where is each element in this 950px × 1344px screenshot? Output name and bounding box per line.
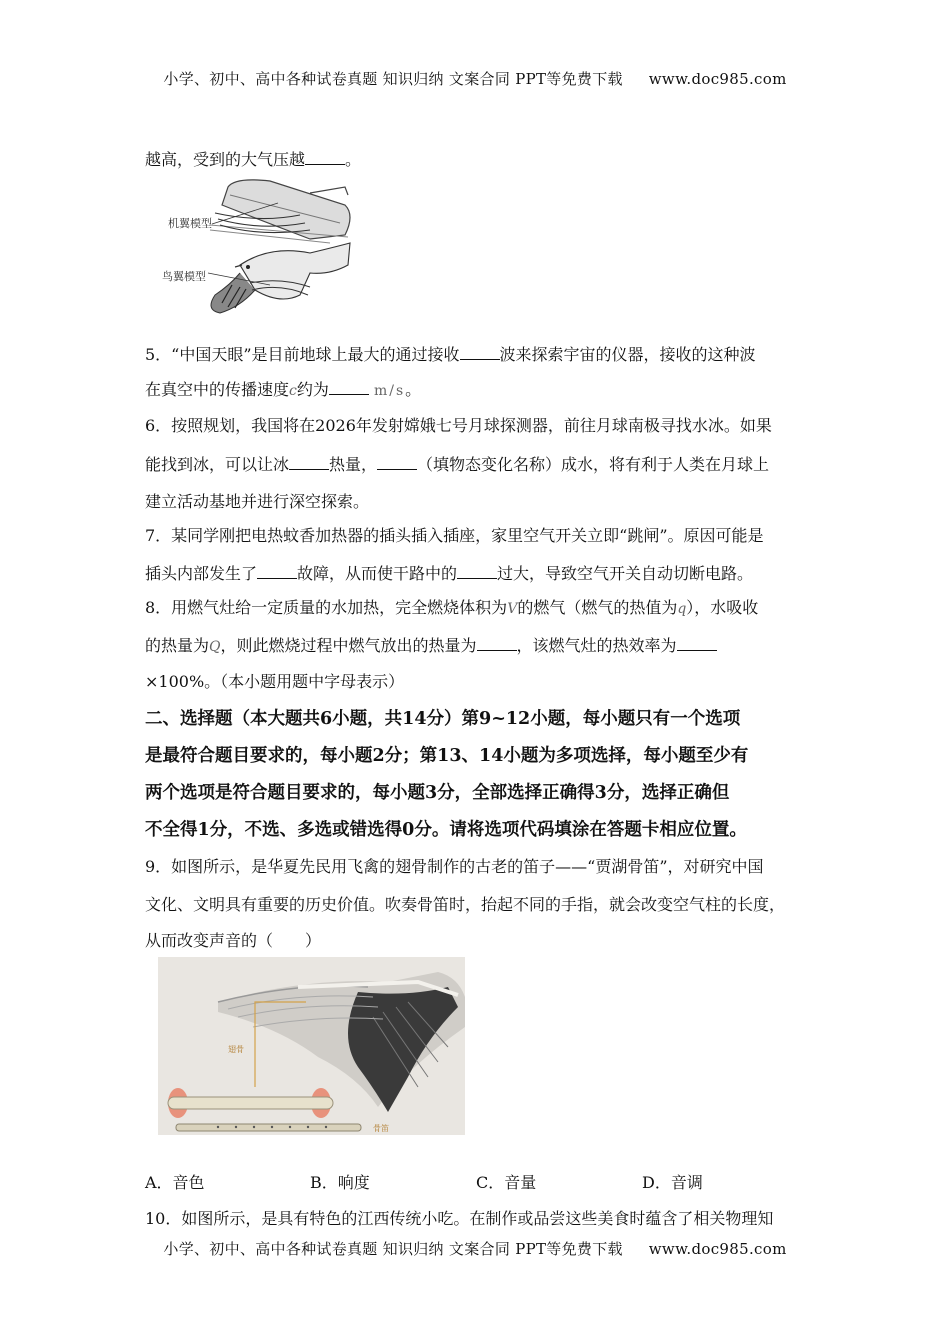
blank xyxy=(257,566,297,579)
header-site[interactable]: www.doc985.com xyxy=(648,70,787,88)
label-plane-wing: 机翼模型 xyxy=(168,217,212,230)
q8-line1: 8．用燃气灶给一定质量的水加热，完全燃烧体积为V的燃气（燃气的热值为q），水吸收 xyxy=(145,598,759,617)
blank xyxy=(677,638,717,651)
section2-line1: 二、选择题（本大题共6小题，共14分）第9~12小题，每小题只有一个选项 xyxy=(145,709,741,729)
wing-model-figure xyxy=(160,175,355,315)
blank xyxy=(377,457,417,470)
label-wing-bone: 翅骨 xyxy=(228,1045,244,1054)
option-a[interactable]: A．音色 xyxy=(145,1173,205,1192)
label-bird-wing: 鸟翼模型 xyxy=(162,270,206,283)
var-V: V xyxy=(507,601,518,617)
q9-line1: 9．如图所示，是华夏先民用飞禽的翅骨制作的古老的笛子——“贾湖骨笛”，对研究中国 xyxy=(145,857,764,876)
q6-line1: 6．按照规划，我国将在2026年发射嫦娥七号月球探测器，前往月球南极寻找水冰。如果 xyxy=(145,416,772,435)
q9-line2: 文化、文明具有重要的历史价值。吹奏骨笛时，抬起不同的手指，就会改变空气柱的长度， xyxy=(145,895,786,914)
q9-line3: 从而改变声音的（ ） xyxy=(145,931,322,950)
blank xyxy=(460,347,500,360)
q8-line3: ×100%。（本小题用题中字母表示） xyxy=(145,672,405,691)
section2-line3: 两个选项是符合题目要求的，每小题3分，全部选择正确得3分，选择正确但 xyxy=(145,783,730,803)
section2-line2: 是最符合题目要求的，每小题2分；第13、14小题为多项选择，每小题至少有 xyxy=(145,746,749,766)
q6-line3: 建立活动基地并进行深空探索。 xyxy=(145,492,370,511)
var-Q: Q xyxy=(209,639,221,655)
footer-text: 小学、初中、高中各种试卷真题 知识归纳 文案合同 PPT等免费下载 xyxy=(163,1240,623,1258)
header-text: 小学、初中、高中各种试卷真题 知识归纳 文案合同 PPT等免费下载 xyxy=(163,70,623,88)
q7-line1: 7．某同学刚把电热蚊香加热器的插头插入插座，家里空气开关立即“跳闸”。原因可能是 xyxy=(145,526,764,545)
blank xyxy=(289,457,329,470)
q6-line2: 能找到冰，可以让冰 热量， （填物态变化名称）成水，将有利于人类在月球上 xyxy=(145,455,770,474)
q5-line1: 5．“中国天眼”是目前地球上最大的通过接收 波来探索宇宙的仪器，接收的这种波 xyxy=(145,345,756,364)
option-b[interactable]: B．响度 xyxy=(310,1173,370,1192)
q5-line2: 在真空中的传播速度c约为 m/s。 xyxy=(145,380,422,399)
unit-ms: m/s xyxy=(373,383,406,399)
page-footer xyxy=(0,1238,950,1259)
q7-line2: 插头内部发生了 故障，从而使干路中的 过大，导致空气开关自动切断电路。 xyxy=(145,564,754,583)
option-d[interactable]: D．音调 xyxy=(642,1173,703,1192)
blank xyxy=(305,152,345,165)
var-c: c xyxy=(289,383,297,399)
label-bone-flute: 骨笛 xyxy=(373,1124,389,1133)
footer-site[interactable]: www.doc985.com xyxy=(648,1240,787,1258)
q8-line2: 的热量为Q，则此燃烧过程中燃气放出的热量为 ，该燃气灶的热效率为 xyxy=(145,633,810,656)
q10-line1: 10．如图所示，是具有特色的江西传统小吃。在制作或品尝这些美食时蕴含了相关物理知 xyxy=(145,1209,774,1228)
blank xyxy=(329,382,369,395)
var-q: q xyxy=(677,601,687,617)
section2-line4: 不全得1分，不选、多选或错选得0分。请将选项代码填涂在答题卡相应位置。 xyxy=(145,820,747,840)
blank xyxy=(477,638,517,651)
option-c[interactable]: C．音量 xyxy=(476,1173,537,1192)
blank xyxy=(457,566,497,579)
page-header xyxy=(0,68,950,89)
q4-tail: 越高，受到的大气压越 。 xyxy=(145,150,362,169)
bone-flute-figure xyxy=(158,957,465,1135)
